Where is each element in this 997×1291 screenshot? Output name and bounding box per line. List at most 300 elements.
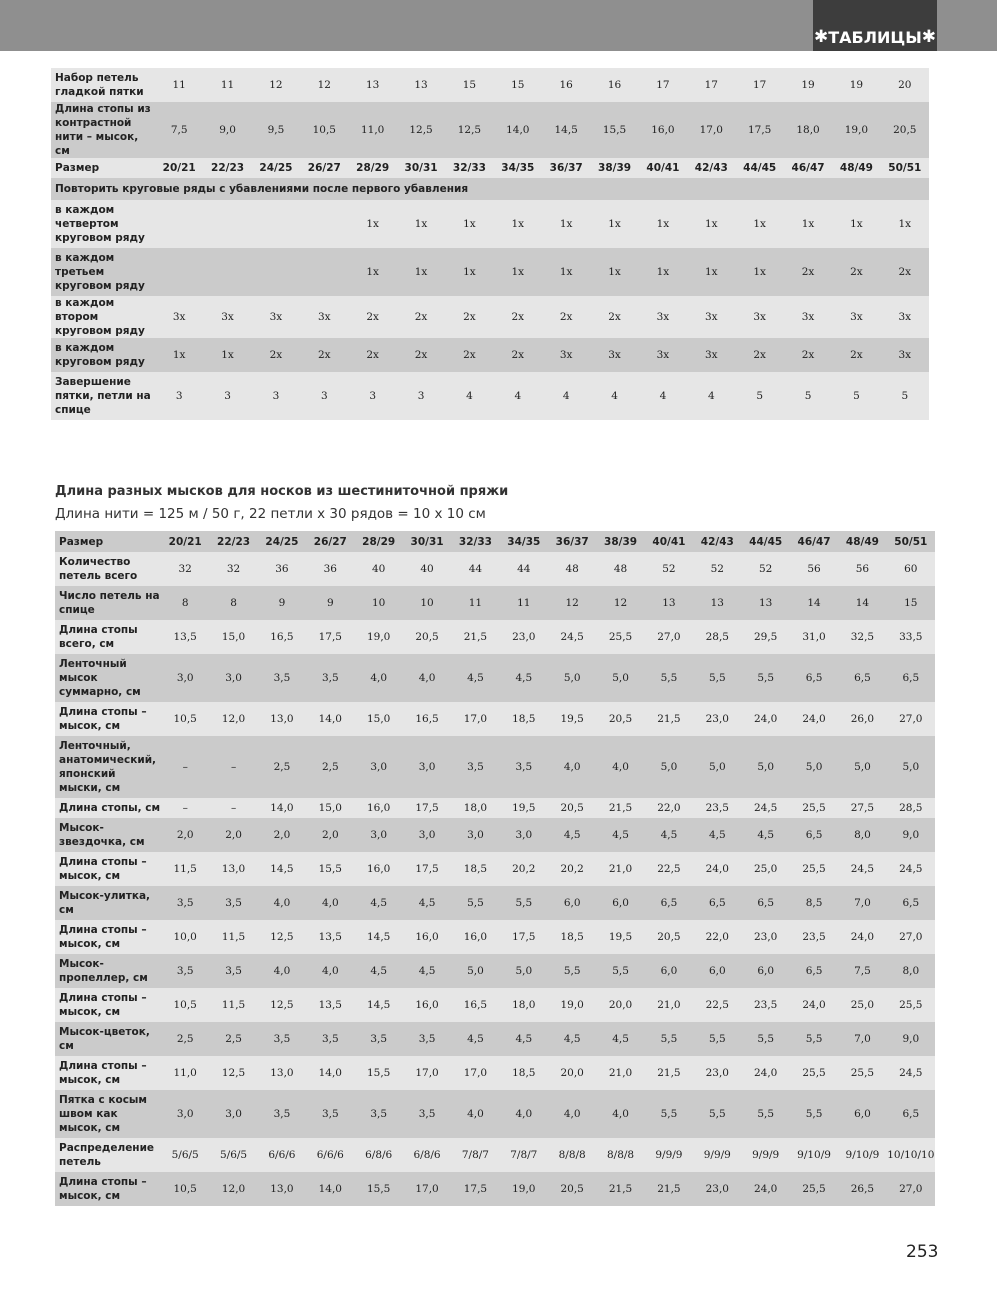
section-tab-label: ТАБЛИЦЫ <box>828 28 922 47</box>
table-cell: 3 <box>300 372 348 420</box>
row-label: Пятка с косым швом как мысок, см <box>55 1090 161 1138</box>
table-cell: 2,5 <box>258 736 306 798</box>
table-cell: 12 <box>252 68 300 102</box>
table-cell: 20/21 <box>161 531 209 552</box>
table-cell: 5,5 <box>500 886 548 920</box>
table-cell: 3,0 <box>161 654 209 702</box>
table-cell: 21,0 <box>596 1056 644 1090</box>
table-cell: 24,5 <box>887 1056 935 1090</box>
table-row <box>55 531 935 552</box>
table-cell: 4 <box>494 372 542 420</box>
table-cell: 1x <box>445 200 493 248</box>
table-cell: 7,5 <box>838 954 886 988</box>
table-cell: 1x <box>349 200 397 248</box>
table-cell: 15 <box>887 586 935 620</box>
table-cell: 3x <box>784 296 832 338</box>
table-cell: 6,0 <box>596 886 644 920</box>
table-cell: 4,5 <box>693 818 741 852</box>
table-cell: 24,5 <box>887 852 935 886</box>
table-cell: 15,5 <box>590 102 638 158</box>
table-cell <box>203 200 251 248</box>
table-cell: 48 <box>548 552 596 586</box>
table-cell: 19,0 <box>355 620 403 654</box>
table-cell: 60 <box>887 552 935 586</box>
table-cell: 6,5 <box>693 886 741 920</box>
row-label: Размер <box>55 531 161 552</box>
table-cell: 1x <box>397 200 445 248</box>
table-cell: 5,0 <box>742 736 790 798</box>
table-cell: 4,0 <box>306 886 354 920</box>
table-cell: 1x <box>736 200 784 248</box>
table-cell: 4,5 <box>403 954 451 988</box>
table-cell: 11 <box>500 586 548 620</box>
table-cell: 21,5 <box>645 1172 693 1206</box>
table-cell: 4,5 <box>500 654 548 702</box>
table-cell: 40/41 <box>639 158 687 178</box>
table-cell: 27,0 <box>887 920 935 954</box>
table-cell: 38/39 <box>596 531 644 552</box>
table-cell: 38/39 <box>590 158 638 178</box>
table-cell: 2x <box>300 338 348 372</box>
table-cell: 16,0 <box>403 988 451 1022</box>
table-cell: 18,5 <box>500 702 548 736</box>
table-cell: 8/8/8 <box>596 1138 644 1172</box>
table-cell: 4,5 <box>596 818 644 852</box>
table-cell: 3 <box>397 372 445 420</box>
table-cell: 2,0 <box>161 818 209 852</box>
table-cell: 48 <box>596 552 644 586</box>
table-cell: 3x <box>687 338 735 372</box>
table-cell: 2x <box>832 338 880 372</box>
table-cell: 31,0 <box>790 620 838 654</box>
table-cell: 11,5 <box>209 988 257 1022</box>
table-cell: 5,5 <box>645 654 693 702</box>
table-cell: 7,0 <box>838 886 886 920</box>
row-label: Длина стопы всего, см <box>55 620 161 654</box>
table-cell: 17,5 <box>403 798 451 818</box>
table-cell: 3,5 <box>451 736 499 798</box>
row-label: Длина стопы – мысок, см <box>55 1172 161 1206</box>
table-cell <box>155 200 203 248</box>
table-row <box>51 178 929 200</box>
table-cell: 52 <box>742 552 790 586</box>
table-cell: 17 <box>736 68 784 102</box>
table-cell: 2x <box>349 338 397 372</box>
table-cell: 4,0 <box>403 654 451 702</box>
table-cell: 6/8/6 <box>403 1138 451 1172</box>
table-cell: 36 <box>258 552 306 586</box>
row-label: Число петель на спице <box>55 586 161 620</box>
asterisk-icon: ✱ <box>813 27 829 47</box>
table-row <box>55 1172 935 1206</box>
table-cell: 33,5 <box>887 620 935 654</box>
row-label: Длина стопы – мысок, см <box>55 1056 161 1090</box>
table-cell: 40 <box>355 552 403 586</box>
table-cell: 24,0 <box>790 988 838 1022</box>
table-cell: 2x <box>397 296 445 338</box>
table-cell: 5,5 <box>693 1022 741 1056</box>
table-cell: 20,5 <box>596 702 644 736</box>
table-cell: 15 <box>445 68 493 102</box>
table-cell: 6,5 <box>838 654 886 702</box>
table-cell: 19,0 <box>548 988 596 1022</box>
table-row <box>55 798 935 818</box>
row-label: в каждом круговом ряду <box>51 338 155 372</box>
table-cell: 30/31 <box>397 158 445 178</box>
table-cell: 1x <box>784 200 832 248</box>
table-cell: 50/51 <box>881 158 929 178</box>
table-cell: 4,0 <box>596 1090 644 1138</box>
table-cell: 12,5 <box>258 920 306 954</box>
table-cell: 16,5 <box>451 988 499 1022</box>
table-cell: 22/23 <box>209 531 257 552</box>
table-cell: 5,0 <box>548 654 596 702</box>
table-cell: 34/35 <box>494 158 542 178</box>
table-cell: 19,5 <box>596 920 644 954</box>
table-cell: 3 <box>155 372 203 420</box>
table-cell: 14,5 <box>355 920 403 954</box>
table-cell: 2x <box>832 248 880 296</box>
table-cell: 3 <box>349 372 397 420</box>
table-cell: 24,5 <box>838 852 886 886</box>
table-cell: 27,0 <box>887 1172 935 1206</box>
table-cell: 32/33 <box>445 158 493 178</box>
table-cell: 3,5 <box>258 654 306 702</box>
row-label: Мысок-звездочка, см <box>55 818 161 852</box>
table-cell: 2,5 <box>209 1022 257 1056</box>
table-cell: 1x <box>832 200 880 248</box>
table-cell: 8,5 <box>790 886 838 920</box>
table-cell: 15,5 <box>355 1056 403 1090</box>
table-cell: 2x <box>784 248 832 296</box>
table-row <box>55 988 935 1022</box>
table-cell: 3,0 <box>355 818 403 852</box>
table-cell: 22,5 <box>693 988 741 1022</box>
table-cell: 9 <box>306 586 354 620</box>
table-cell: 7,5 <box>155 102 203 158</box>
table-cell: 24,0 <box>742 1172 790 1206</box>
table-cell: 1x <box>736 248 784 296</box>
table-cell: 3,5 <box>306 1022 354 1056</box>
table-cell: 2x <box>349 296 397 338</box>
table-row <box>55 586 935 620</box>
table-cell: 2x <box>494 296 542 338</box>
table-cell: 3,5 <box>161 886 209 920</box>
table-cell: 9/10/9 <box>838 1138 886 1172</box>
table-cell: 20,5 <box>548 798 596 818</box>
table-cell: 3,5 <box>258 1090 306 1138</box>
table-cell: 1x <box>494 200 542 248</box>
table-cell: 19 <box>832 68 880 102</box>
table-cell: 52 <box>645 552 693 586</box>
table-cell: 11,5 <box>209 920 257 954</box>
table-cell: 3,5 <box>258 1022 306 1056</box>
table-cell: 5/6/5 <box>161 1138 209 1172</box>
row-label: Ленточный мысок суммарно, см <box>55 654 161 702</box>
table-cell: 2x <box>590 296 638 338</box>
table-cell: 16,0 <box>639 102 687 158</box>
table-cell: – <box>209 736 257 798</box>
table-cell <box>252 248 300 296</box>
table-cell: 1x <box>639 248 687 296</box>
table-cell: 11,0 <box>349 102 397 158</box>
table-cell: 25,0 <box>742 852 790 886</box>
table-cell: 3,5 <box>355 1022 403 1056</box>
table-cell: 5,5 <box>548 954 596 988</box>
table-cell: 5,0 <box>451 954 499 988</box>
table-cell: 7/8/7 <box>500 1138 548 1172</box>
table-cell: 1x <box>494 248 542 296</box>
table-cell: 14,0 <box>306 1172 354 1206</box>
table-cell: 10/10/10 <box>887 1138 935 1172</box>
table-cell: 25,5 <box>838 1056 886 1090</box>
table-cell: 16,0 <box>355 798 403 818</box>
table-cell: 4,0 <box>258 886 306 920</box>
table-cell: 6,0 <box>742 954 790 988</box>
table-cell: 13,5 <box>161 620 209 654</box>
table-cell: 27,0 <box>645 620 693 654</box>
table-cell: 21,5 <box>645 702 693 736</box>
table-cell: 28/29 <box>349 158 397 178</box>
row-label: Длина стопы из контрастной нити – мысок, см <box>51 102 155 158</box>
table-row <box>55 954 935 988</box>
toe-length-table <box>55 531 935 1206</box>
table-row <box>55 818 935 852</box>
table-cell: 3,5 <box>306 1090 354 1138</box>
table-cell: 2,0 <box>209 818 257 852</box>
table-cell: 3,0 <box>403 818 451 852</box>
table-cell: 4,5 <box>742 818 790 852</box>
table-cell: 5 <box>736 372 784 420</box>
table-cell: 1x <box>203 338 251 372</box>
table-cell: 14,0 <box>494 102 542 158</box>
table-cell: 25,5 <box>790 798 838 818</box>
table-cell: 3,5 <box>209 886 257 920</box>
table-cell: 6/8/6 <box>355 1138 403 1172</box>
table-cell: 17,0 <box>403 1056 451 1090</box>
table-row <box>55 620 935 654</box>
table-cell: 6,5 <box>887 886 935 920</box>
table-cell: 20,5 <box>645 920 693 954</box>
table-cell: 10 <box>403 586 451 620</box>
table-row <box>51 372 929 420</box>
table-row <box>51 296 929 338</box>
table-cell: 12,5 <box>258 988 306 1022</box>
table-cell: 2x <box>494 338 542 372</box>
table-cell: 11 <box>451 586 499 620</box>
table-cell: 1x <box>542 248 590 296</box>
table-cell: 2,5 <box>161 1022 209 1056</box>
table-cell: 36/37 <box>548 531 596 552</box>
table-cell: 10 <box>355 586 403 620</box>
table-cell: 24,0 <box>790 702 838 736</box>
table-cell: 3x <box>590 338 638 372</box>
table-cell: 44 <box>451 552 499 586</box>
table-cell: 18,0 <box>500 988 548 1022</box>
table-cell: 6,0 <box>548 886 596 920</box>
table-cell: 5 <box>832 372 880 420</box>
table-cell: 20,2 <box>500 852 548 886</box>
table-cell: 23,0 <box>742 920 790 954</box>
table-cell: 8,0 <box>838 818 886 852</box>
table-cell: 18,5 <box>451 852 499 886</box>
table-cell: 3x <box>832 296 880 338</box>
table-cell: 24,0 <box>693 852 741 886</box>
table-cell: 26,0 <box>838 702 886 736</box>
table-cell: 3,5 <box>355 1090 403 1138</box>
table-cell: 9,0 <box>887 818 935 852</box>
table-cell: 16,0 <box>355 852 403 886</box>
table-cell: 5,5 <box>742 654 790 702</box>
table-cell: 12,0 <box>209 702 257 736</box>
table-cell: 12 <box>548 586 596 620</box>
table-cell: 13 <box>742 586 790 620</box>
table-cell: 17,5 <box>306 620 354 654</box>
table-cell: 22,5 <box>645 852 693 886</box>
table-cell: 1x <box>639 200 687 248</box>
table-cell: 19,5 <box>548 702 596 736</box>
table-cell: 16,0 <box>451 920 499 954</box>
table-cell: 4,0 <box>355 654 403 702</box>
table-row <box>55 920 935 954</box>
table-cell: 5,5 <box>693 654 741 702</box>
table-cell: 16,0 <box>403 920 451 954</box>
table-cell: 17 <box>687 68 735 102</box>
table-cell: 30/31 <box>403 531 451 552</box>
table-cell: 5,0 <box>790 736 838 798</box>
table-cell <box>252 200 300 248</box>
table-cell: 26/27 <box>300 158 348 178</box>
table-cell: 6,5 <box>887 654 935 702</box>
table-cell: 17,5 <box>736 102 784 158</box>
table-row <box>55 852 935 886</box>
table-cell: 6,0 <box>693 954 741 988</box>
table-cell: 5 <box>784 372 832 420</box>
row-label: Длина стопы – мысок, см <box>55 852 161 886</box>
table-cell: 52 <box>693 552 741 586</box>
table-cell: 5,5 <box>693 1090 741 1138</box>
table-cell: 24,5 <box>548 620 596 654</box>
table-cell: 3,0 <box>500 818 548 852</box>
table-cell: 24,5 <box>742 798 790 818</box>
table-cell: 12,0 <box>209 1172 257 1206</box>
table-cell: 1x <box>881 200 929 248</box>
table-cell: 3x <box>300 296 348 338</box>
row-label: Мысок-улитка, см <box>55 886 161 920</box>
table-cell: 9/9/9 <box>645 1138 693 1172</box>
table-cell: 5,5 <box>742 1090 790 1138</box>
table-cell: 3 <box>252 372 300 420</box>
table-cell: 4 <box>639 372 687 420</box>
table-cell <box>155 248 203 296</box>
table-cell: 2x <box>445 296 493 338</box>
table-cell: 3x <box>252 296 300 338</box>
table-cell: – <box>161 736 209 798</box>
table-cell: 10,5 <box>161 1172 209 1206</box>
row-label: Ленточный, анатомический, японский мыски, см <box>55 736 161 798</box>
table-cell: 16 <box>590 68 638 102</box>
table-cell: 6,5 <box>742 886 790 920</box>
table-cell: 15,0 <box>209 620 257 654</box>
table-cell: 22,0 <box>645 798 693 818</box>
table-cell: 3,5 <box>161 954 209 988</box>
table-cell: 4,0 <box>596 736 644 798</box>
table-cell: 4 <box>590 372 638 420</box>
table-cell: 19,0 <box>832 102 880 158</box>
table-cell: 28,5 <box>887 798 935 818</box>
table-cell: 29,5 <box>742 620 790 654</box>
table-cell: 44 <box>500 552 548 586</box>
table-cell: 15,0 <box>306 798 354 818</box>
row-label: в каждом третьем круговом ряду <box>51 248 155 296</box>
table-cell: 5,5 <box>645 1090 693 1138</box>
table-cell: 19 <box>784 68 832 102</box>
table-cell: 13,5 <box>306 920 354 954</box>
table-cell: 8/8/8 <box>548 1138 596 1172</box>
heel-table <box>51 68 929 420</box>
table-cell: 1x <box>445 248 493 296</box>
table-cell: 17,0 <box>451 702 499 736</box>
table-cell: 20/21 <box>155 158 203 178</box>
table-cell: 3,5 <box>403 1090 451 1138</box>
table-cell: 32 <box>209 552 257 586</box>
table-cell: 4,5 <box>645 818 693 852</box>
table-cell: 5,5 <box>451 886 499 920</box>
table-cell: 26/27 <box>306 531 354 552</box>
table-cell: 22/23 <box>203 158 251 178</box>
table-cell: 14,0 <box>306 1056 354 1090</box>
table-cell: 3,0 <box>161 1090 209 1138</box>
table-cell: 18,0 <box>784 102 832 158</box>
table-cell: 10,5 <box>161 988 209 1022</box>
table-cell: 15 <box>494 68 542 102</box>
table-cell: 19,5 <box>500 798 548 818</box>
table-cell: 2x <box>252 338 300 372</box>
table-cell: 6,0 <box>645 954 693 988</box>
table-cell: 3,0 <box>355 736 403 798</box>
table-cell: 1x <box>349 248 397 296</box>
row-label: Распределение петель <box>55 1138 161 1172</box>
table-cell: 23,0 <box>693 1172 741 1206</box>
table-cell: 20,5 <box>548 1172 596 1206</box>
table-cell: 48/49 <box>832 158 880 178</box>
table-cell: 27,5 <box>838 798 886 818</box>
table-cell: 23,5 <box>742 988 790 1022</box>
table-cell: 28/29 <box>355 531 403 552</box>
table-cell: 3 <box>203 372 251 420</box>
table-cell: 32 <box>161 552 209 586</box>
table-cell: 5,0 <box>596 654 644 702</box>
table-cell: 25,5 <box>790 1172 838 1206</box>
table-row <box>55 654 935 702</box>
table-cell: 10,5 <box>161 702 209 736</box>
table-cell: 50/51 <box>887 531 935 552</box>
table-cell: 2x <box>445 338 493 372</box>
table-row <box>51 338 929 372</box>
table-cell: 17,5 <box>451 1172 499 1206</box>
row-label: Мысок-пропеллер, см <box>55 954 161 988</box>
row-label: Мысок-цветок, см <box>55 1022 161 1056</box>
table-cell: 20,5 <box>881 102 929 158</box>
table-cell: 34/35 <box>500 531 548 552</box>
table-cell: 4,5 <box>355 954 403 988</box>
table-cell: 12,5 <box>397 102 445 158</box>
table-cell: 4,0 <box>306 954 354 988</box>
table-cell: 15,5 <box>306 852 354 886</box>
table-cell: 6/6/6 <box>258 1138 306 1172</box>
table-cell: 36/37 <box>542 158 590 178</box>
table-cell: 24/25 <box>258 531 306 552</box>
